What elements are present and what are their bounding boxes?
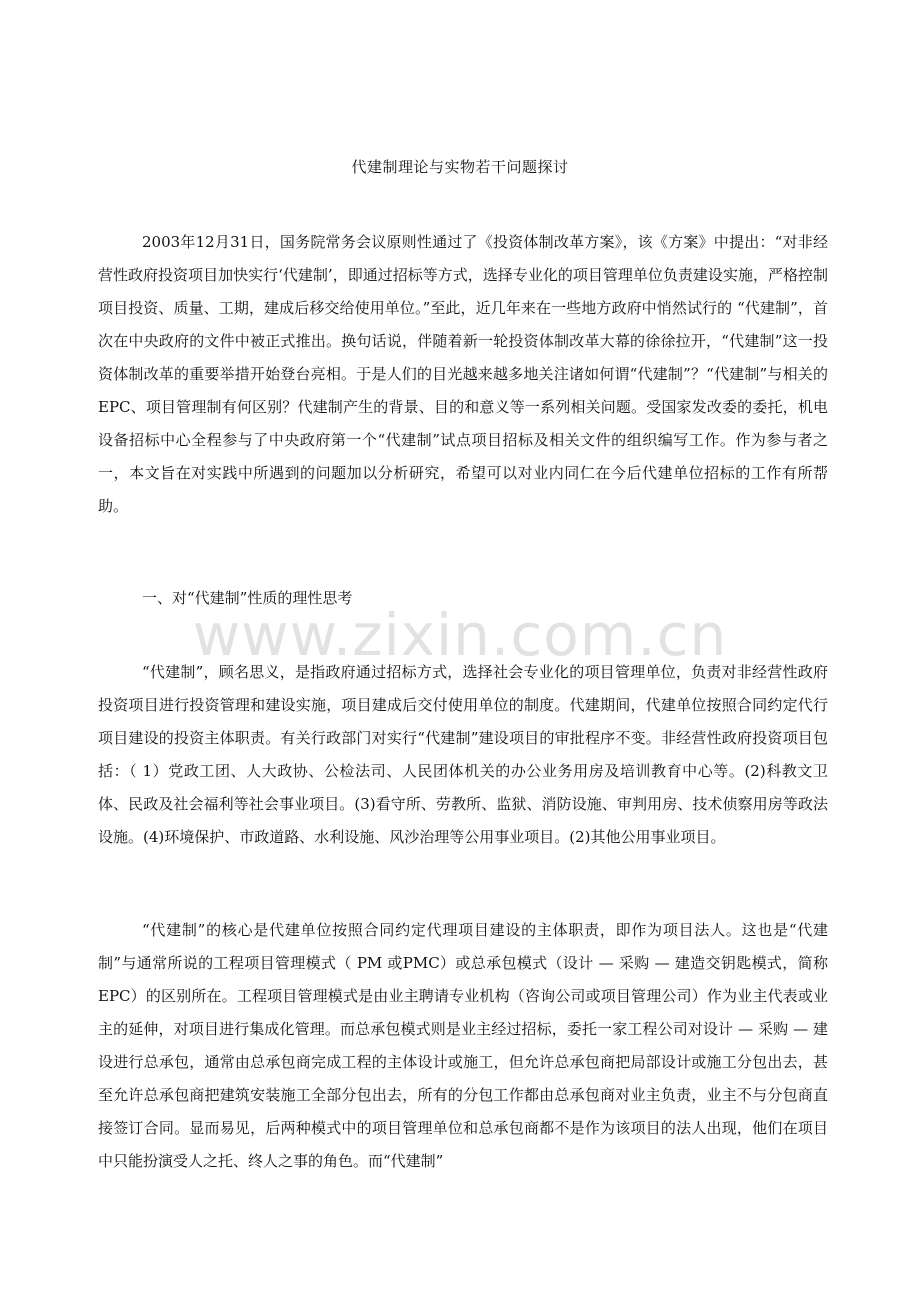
section-heading: 一、对“代建制”性质的理性思考 xyxy=(142,589,353,607)
intro-paragraph: 2003年12月31日，国务院常务会议原则性通过了《投资体制改革方案》，该《方案》中提出：“对非经营性政府投资项目加快实行‘代建制’，即通过招标等方式，选择专业化的项目管理单位负责建设实施，严格控制项目投资、质量、工期，建成后移交给使用单位。”至此，近几年来在一些地方政府中悄然试行的 “代建制”，首次在中央政府的文件中被正式推出。换句话说，伴随着新一轮投资体制改革大幕的徐徐拉开，“代建制”这一投资体制改革的重要举措开始登台亮相。于是人们的目光越来越多地关注诸如何谓“代建制”？“代建制”与相关的EPC、项目管理制有何区别？代建制产生的背景、目的和意义等一系列相关问题。受国家发改委的委托，机电设备招标中心全程参与了中央政府第一个“代建制”试点项目招标及相关文件的组织编写工作。作为参与者之一，本文旨在对实践中所遇到的问题加以分析研究，希望可以对业内同仁在今后代建单位招标的工作有所帮助。 xyxy=(98,233,828,515)
document-title: 代建制理论与实物若干问题探讨 xyxy=(351,158,569,176)
body-paragraph: “代建制”的核心是代建单位按照合同约定代理项目建设的主体职责，即作为项目法人。这也是“代建制”与通常所说的工程项目管理模式（ PM 或PMC）或总承包模式（设计 — 采购 — 建造交钥匙模式，简称EPC）的区别所在。工程项目管理模式是由业主聘请专业机构（咨询公司或项目管理公司）作为业主代表或业主的延伸，对项目进行集成化管理。而总承包模式则是业主经过招标，委托一家工程公司对设计 — 采购 — 建设进行总承包，通常由总承包商完成工程的主体设计或施工，但允许总承包商把局部设计或施工分包出去，甚至允许总承包商把建筑安装施工全部分包出去，所有的分包工作都由总承包商对业主负责，业主不与分包商直接签订合同。显而易见，后两种模式中的项目管理单位和总承包商都不是作为该项目的法人出现，他们在项目中只能扮演受人之托、终人之事的角色。而“代建制” xyxy=(98,921,828,1170)
watermark-text: www.zixin.com.cn xyxy=(192,601,728,669)
body-paragraph: “代建制”，顾名思义，是指政府通过招标方式，选择社会专业化的项目管理单位，负责对非经营性政府投资项目进行投资管理和建设实施，项目建成后交付使用单位的制度。代建期间，代建单位按照合同约定代行项目建设的投资主体职责。有关行政部门对实行“代建制”建设项目的审批程序不变。非经营性政府投资项目包括：（ 1）党政工团、人大政协、公检法司、人民团体机关的办公业务用房及培训教育中心等。(2)科教文卫体、民政及社会福利等社会事业项目。(3)看守所、劳教所、监狱、消防设施、审判用房、技术侦察用房等政法设施。(4)环境保护、市政道路、水利设施、风沙治理等公用事业项目。(2)其他公用事业项目。 xyxy=(98,663,828,846)
